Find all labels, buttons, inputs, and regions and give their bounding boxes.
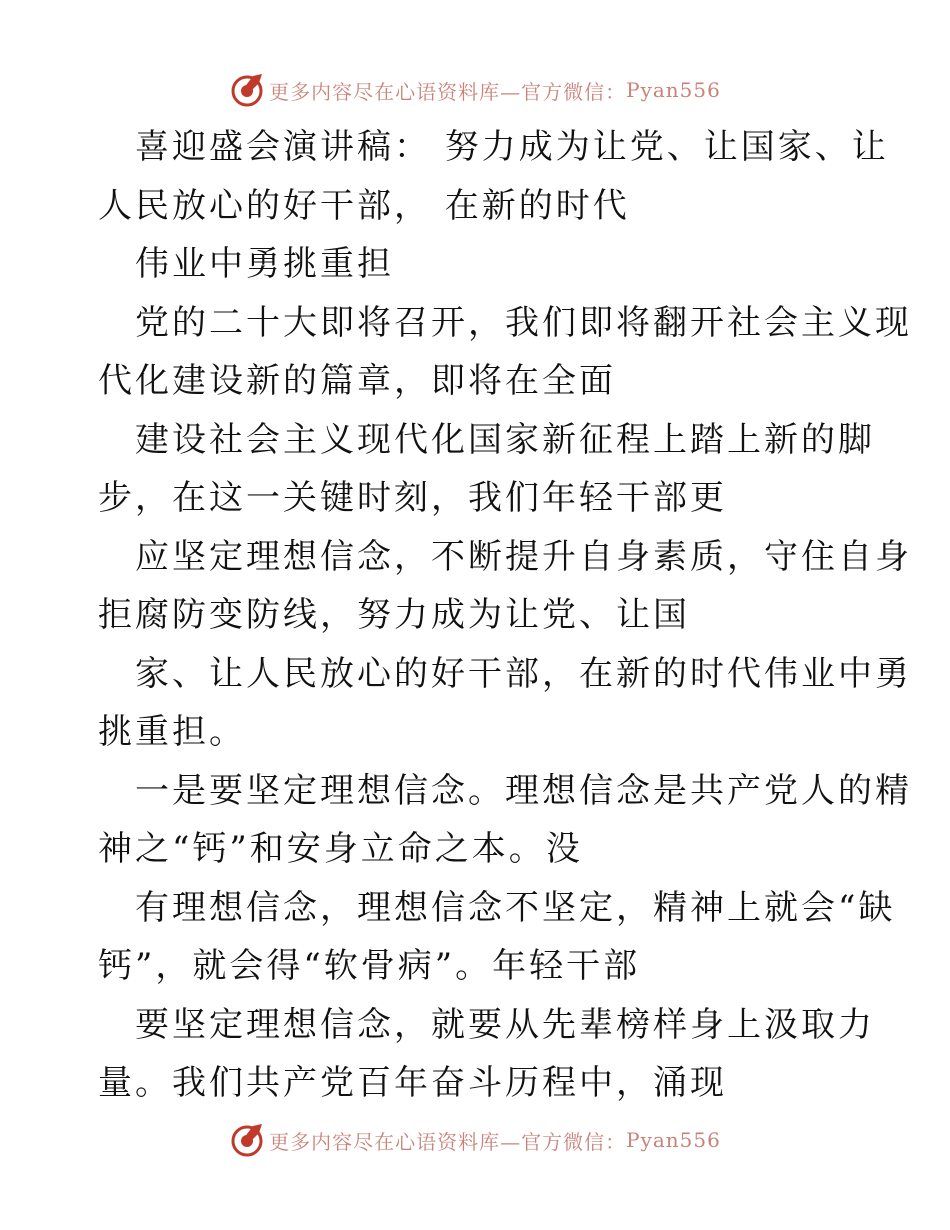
text-line: 党的二十大即将召开，我们即将翻开社会主义现: [135, 302, 912, 343]
footer-site-text: 更多内容尽在心语资料库—官方微信：: [269, 1129, 627, 1154]
text-line: 伟业中勇挑重担: [135, 244, 394, 284]
document-body: [98, 118, 912, 1113]
text-line: 喜迎盛会演讲稿： 努力成为让党、让国家、让: [135, 127, 889, 167]
text-line: 拒腐防变防线，努力成为让党、让国: [98, 595, 690, 635]
text-line: 步，在这一关键时刻，我们年轻干部更: [98, 478, 727, 518]
footer-wechat-id: Pyan556: [626, 1128, 721, 1152]
text-line: 要坚定理想信念，就要从先辈榜样身上汲取力: [135, 1004, 875, 1045]
header-wechat-id: Pyan556: [626, 78, 721, 102]
text-line: 有理想信念，理想信念不坚定，精神上就会“缺: [135, 887, 896, 928]
footer-watermark: [0, 1120, 950, 1160]
text-line: 挑重担。: [98, 712, 246, 752]
text-line: 代化建设新的篇章，即将在全面: [98, 361, 616, 401]
pen-logo-icon: [229, 1122, 265, 1158]
text-line: 建设社会主义现代化国家新征程上踏上新的脚: [135, 419, 875, 460]
text-line: 应坚定理想信念，不断提升自身素质，守住自身: [135, 536, 912, 577]
pen-logo-icon: [229, 72, 265, 108]
header-watermark: [0, 70, 950, 110]
text-line: 人民放心的好干部， 在新的时代: [98, 185, 630, 226]
text-line: 一是要坚定理想信念。理想信念是共产党人的精: [135, 770, 912, 811]
text-line: 钙”，就会得“软骨病”。年轻干部: [98, 946, 641, 986]
text-line: 神之“钙”和安身立命之本。没: [98, 829, 583, 869]
header-site-text: 更多内容尽在心语资料库—官方微信：: [269, 79, 627, 104]
text-line: 家、让人民放心的好干部，在新的时代伟业中勇: [135, 653, 912, 694]
text-line: 量。我们共产党百年奋斗历程中，涌现: [98, 1063, 727, 1103]
